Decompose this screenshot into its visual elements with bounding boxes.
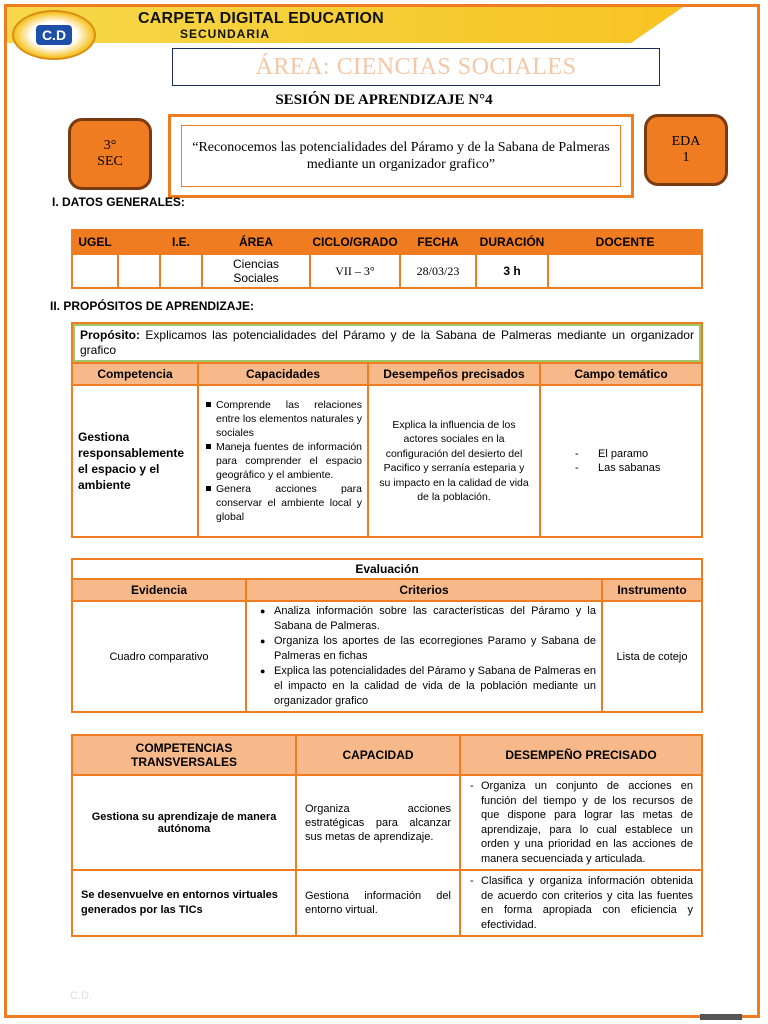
eda-badge (644, 114, 728, 186)
transversal-competencia: Gestiona su aprendizaje de manera autónoma (73, 776, 295, 869)
cell-ciclo: VII – 3° (311, 255, 399, 287)
transversal-desempeno-cell (461, 871, 701, 935)
capacidades-list (204, 398, 362, 524)
col-capacidades: Capacidades (199, 364, 367, 384)
cell-docente (549, 255, 701, 287)
transversales-table (71, 734, 703, 937)
transversal-competencia: Se desenvuelve en entornos virtuales generados por las TICs (73, 871, 295, 935)
corner-mark (700, 1014, 742, 1020)
col-criterios: Criterios (247, 580, 601, 600)
logo (12, 10, 96, 60)
propositos-table (71, 322, 703, 538)
footer-text: C.D. (70, 990, 92, 1002)
criterio-item: ● Organiza los aportes de las ecorregiones Paramo y Sabana de Palmeras en fichas (274, 634, 596, 664)
col-ie: I.E. (161, 231, 201, 253)
criterio-item: ● Explica las potencialidades del Páramo y Sabana de Palmeras en el impacto en la calidad de vida de la población mediante un organizador grafico (274, 664, 596, 709)
transversal-desempeno: - Clasifica y organiza información obtenida de acuerdo con criterios y cita las fuentes en forma apropiada con eficiencia y efectividad. (481, 874, 693, 932)
col-desempenos: Desempeños precisados (369, 364, 539, 384)
col-blank (119, 231, 159, 253)
cell-ugel (73, 255, 117, 287)
criterio-item: ● Analiza información sobre las características del Páramo y la Sabana de Palmeras. (274, 604, 596, 634)
session-title: SESIÓN DE APRENDIZAJE N°4 (275, 92, 493, 108)
transversal-desempeno-cell (461, 776, 701, 869)
competencia-cell: Gestiona responsablemente el espacio y el ambiente (73, 386, 197, 536)
col-evidencia: Evidencia (73, 580, 245, 600)
transversal-capacidad: Organiza acciones estratégicas para alcanzar sus metas de aprendizaje. (297, 776, 459, 869)
area-title-box (172, 48, 660, 86)
brand-title: CARPETA DIGITAL EDUCATION (138, 10, 384, 27)
col-instrumento: Instrumento (603, 580, 701, 600)
evidencia-cell: Cuadro comparativo (73, 602, 245, 711)
transversal-capacidad: Gestiona información del entorno virtual. (297, 871, 459, 935)
criterios-list (252, 604, 596, 709)
logo-text: C.D (36, 25, 72, 45)
col-duracion: DURACIÓN (477, 231, 547, 253)
grade-number: 3° (103, 138, 117, 153)
col-competencia: Competencia (73, 364, 197, 384)
grade-level: SEC (97, 154, 123, 169)
col-ciclo: CICLO/GRADO (311, 231, 399, 253)
propositos-heading: II. PROPÓSITOS DE APRENDIZAJE: (50, 299, 255, 313)
campo-cell (541, 386, 701, 536)
col-capacidad: CAPACIDAD (297, 736, 459, 774)
session-quote-box (168, 114, 634, 198)
grade-badge (68, 118, 152, 190)
cell-duracion: 3 h (477, 255, 547, 287)
purpose-text: Explicamos las potencialidades del Páramo y de la Sabana de Palmeras mediante un organizador grafico (80, 328, 694, 357)
brand-subtitle: SECUNDARIA (180, 27, 271, 41)
capacidades-cell (199, 386, 367, 536)
evaluacion-table (71, 558, 703, 713)
datos-generales-table (71, 229, 703, 289)
datos-generales-heading: I. DATOS GENERALES: (52, 195, 185, 209)
col-area: ÁREA (203, 231, 309, 253)
col-docente: DOCENTE (549, 231, 701, 253)
capacidad-item: Maneja fuentes de información para comprender el espacio geográfico y el ambiente. (216, 441, 362, 481)
eda-label: EDA (671, 134, 701, 149)
criterios-cell (247, 602, 601, 711)
eda-number: 1 (682, 150, 690, 165)
cell-area-text: Ciencias Sociales (232, 257, 280, 285)
col-ugel: UGEL (73, 231, 117, 253)
transversal-desempeno: - Organiza un conjunto de acciones en función del tiempo y de los recursos de que dispone para lograr las metas de aprendizaje, para lo cual establece un orden y una prioridad en las acciones de manera secuenciada y articulada. (481, 779, 693, 866)
cell-ie (161, 255, 201, 287)
purpose-label: Propósito: (80, 328, 140, 342)
campo-list (546, 447, 696, 476)
purpose-cell (73, 324, 701, 362)
campo-item: - Las sabanas (586, 461, 696, 476)
col-desempeno-precisado: DESEMPEÑO PRECISADO (461, 736, 701, 774)
capacidad-item: Comprende las relaciones entre los elementos naturales y sociales (216, 399, 362, 439)
col-campo: Campo temático (541, 364, 701, 384)
cell-blank (119, 255, 159, 287)
col-competencias-transversales: COMPETENCIAS TRANSVERSALES (73, 736, 295, 774)
capacidad-item: Genera acciones para conservar el ambiente local y global (216, 483, 362, 523)
evaluacion-title: Evaluación (73, 560, 701, 578)
campo-item: - El paramo (586, 447, 696, 462)
cell-fecha: 28/03/23 (401, 255, 475, 287)
session-quote: “Reconocemos las potencialidades del Páramo y de la Sabana de Palmeras mediante un organizador grafico” (181, 125, 621, 187)
col-fecha: FECHA (401, 231, 475, 253)
desempeno-cell: Explica la influencia de los actores sociales en la configuración del desierto del Pacifico y serranía esteparia y su impacto en la calidad de vida de la población. (369, 386, 539, 536)
cell-area (203, 255, 309, 287)
instrumento-cell: Lista de cotejo (603, 602, 701, 711)
area-title: ÁREA: CIENCIAS SOCIALES (255, 53, 577, 80)
